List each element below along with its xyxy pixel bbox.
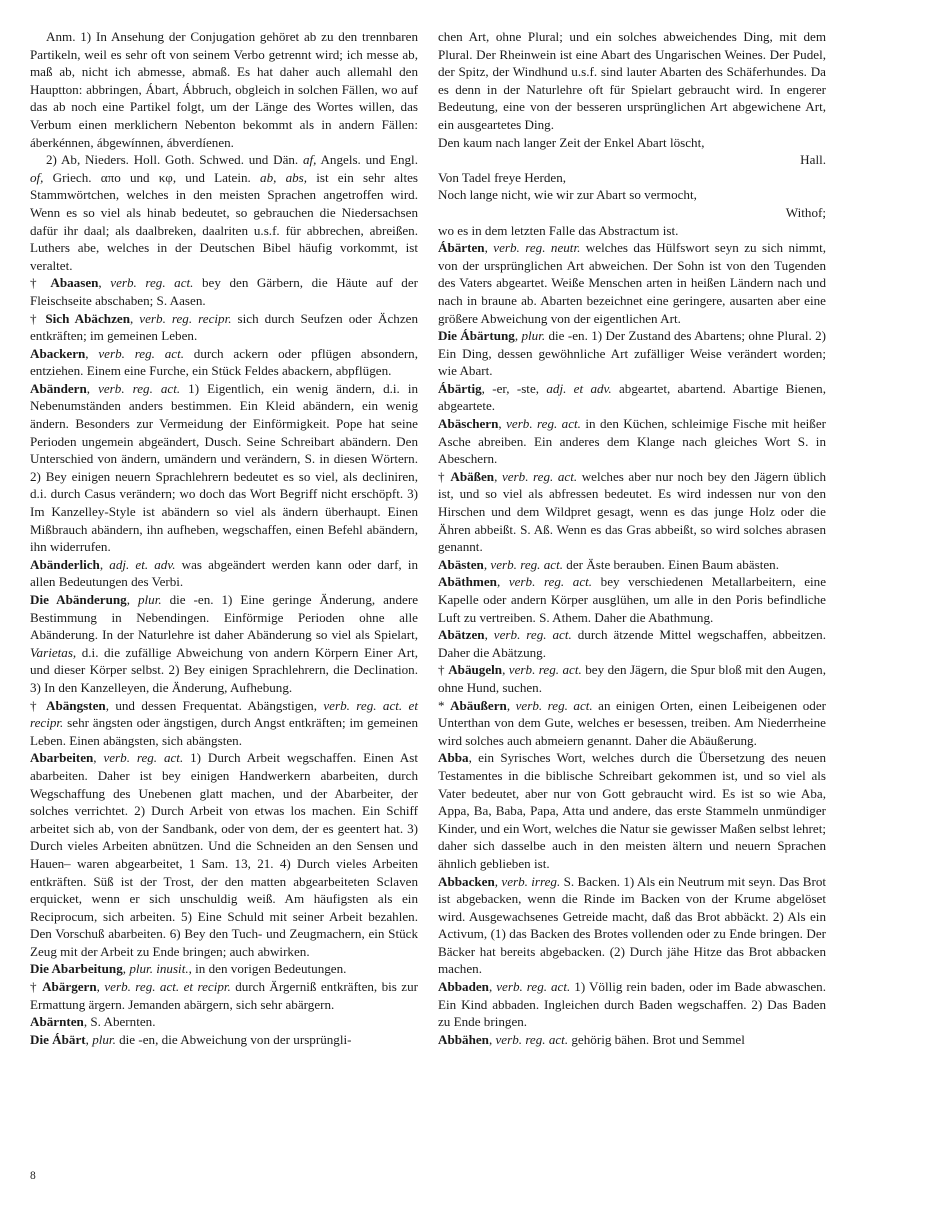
entry-abaeugeln: † Abäugeln, verb. reg. act. bey den Jägern, die Spur bloß mit den Augen, ohne Hund, suchen. <box>438 662 826 695</box>
entry-abaendern: Abändern, verb. reg. act. 1) Eigentlich, ein wenig ändern, d.i. in Nebenumständen anders bestimmen. Ein Kleid abändern, ein wenig ändern. Besonders zur Vermeidung der Einförmigkeit. Pope hat seine Perioden ungemein abgeändert, Dusch. Seine Schreibart abändern. Den Unterschied von ändern, umändern und verändern, S. in diesen Wörtern. 2) Bey einigen neuern Sprachlehrern bedeutet es so viel, als decliniren, d.i. durch Casus verändern; wo doch das Wort Begriff nicht erschöpft. 3) Im Kanzelley-Style ist abändern so viel als ändern überhaupt. Einen Mißbrauch abändern, ihn aufheben, wegschaffen, einen Befehl abändern, ihn widerrufen. <box>30 380 419 555</box>
entry-abaessen: † Abäßen, verb. reg. act. welches aber nur noch bey den Jägern üblich ist, und so viel als abfressen bedeutet. Es wird indessen nur von den Hirschen und dem Wildpret gesagt, wenn es das junge Holz oder die Ähren abbeißt. S. Aß. Wenn es das Gras abbeißt, so wird solches abrasen genannt. <box>438 468 826 555</box>
headword: Die Ábärt <box>30 1031 86 1047</box>
headword: Abäßen <box>450 468 495 484</box>
headword: Abäschern <box>438 416 499 432</box>
entry-abarten: Ábärten, verb. reg. neutr. welches das Hülfswort seyn zu sich nimmt, von der ursprünglichen Art abweichen. Der Sohn ist von den Tugenden des Vaters abgeartet. Weiße Menschen arten in heißen Ländern nach und nach in braune ab. Abarten bezeichnet eine geringere, ausarten aber eine größere Abweichung von der eigentlichen Art. <box>438 240 827 326</box>
verse-line: Den kaum nach langer Zeit der Enkel Abart löscht, <box>438 134 705 150</box>
entry-abbaehen: Abbähen, verb. reg. act. gehörig bähen. Brot und Semmel <box>438 1031 745 1047</box>
headword: Abäußern <box>450 697 507 713</box>
left-column <box>30 28 418 1048</box>
entry-abbaden: Abbaden, verb. reg. act. 1) Völlig rein baden, oder im Bade abwaschen. Ein Kind abbaden. Ingleichen durch Baden wegschaffen. 2) Das Baden zu Ende bringen. <box>438 979 826 1030</box>
headword: Ábärten <box>438 240 485 256</box>
entry-abaergern: † Abärgern, verb. reg. act. et recipr. durch Ärgerniß entkräften, bis zur Ermattung ärgern. Jemanden abärgern, sich sehr abärgern. <box>30 979 419 1012</box>
headword: Abändern <box>30 380 87 396</box>
headword: Abäugeln <box>448 662 503 678</box>
headword: Ábärtig <box>438 380 482 396</box>
page-number: 8 <box>30 1170 36 1182</box>
entry-abaengsten: † Abängsten, und dessen Frequentat. Abängstigen, verb. reg. act. et recipr. sehr ängsten oder ängstigen, durch Angst entkräften; im gemeinen Leben. Einen abängsten, sich abängsten. <box>30 697 418 748</box>
entry-abaernten: Abärnten, S. Abernten. <box>30 1014 156 1030</box>
headword: Abängsten <box>46 697 106 713</box>
entry-abaenderlich: Abänderlich, adj. et. adv. was abgeändert werden kann oder darf, in allen Bedeutungen des Verbi. <box>30 556 419 590</box>
quote-source: Withof; <box>785 204 826 220</box>
entry-abaethmen: Abäthmen, verb. reg. act. bey verschiedenen Metallarbeitern, eine Kapelle oder andern Körper ausglühen, um alle in den Poris befindliche Luft zu vertreiben. S. Athem. Daher die Abathmung. <box>438 574 827 625</box>
quote-source: Hall. <box>800 152 826 168</box>
headword: Abätzen <box>438 627 485 643</box>
headword: Abarbeiten <box>30 750 94 766</box>
headword: Abänderlich <box>30 556 100 572</box>
entry-abaechzen: † Sich Abächzen, verb. reg. recipr. sich durch Seufzen oder Ächzen entkräften; im gemeinen Leben. <box>30 310 418 344</box>
entry-abarbeitung: Die Abarbeitung, plur. inusit., in den vorigen Bedeutungen. <box>30 961 347 977</box>
headword: Abärgern <box>42 979 97 995</box>
headword: Abäthmen <box>438 574 497 590</box>
entry-abba: Abba, ein Syrisches Wort, welches durch die Übersetzung des neuen Testamentes in die biblische Schreibart gekommen ist, und so viel als Vater bedeutet, aber nur von Gott gebraucht wird. Es ist so wie Aba, Appa, Ba, Baba, Papa, Atta und andere, das erste Stammeln unmündiger Kinder, und ein Wort, welches die Natur sie gewisser Maßen selbst lehret; daher sich dasselbe auch in den meisten ältern und neuern Sprachen ähnlich geblieben ist. <box>438 750 826 871</box>
entry-ab-note-2: 2) Ab, Nieders. Holl. Goth. Schwed. und Dän. af, Angels. und Engl. of, Griech. απο und κφ, und Latein. ab, abs, ist ein sehr altes Stammwörtchen, welches in den meisten Sprachen angetroffen wird. Wenn es so viel als hinab bedeutet, so gebrauchen die Niedersachsen dafür ihr daal; als daalbreken, daalriten u.s.f. für abbrechen, abreißen. Luthers abe, welches in der Deutschen Bibel häufig vorkommt, ist veraltet. <box>30 152 418 273</box>
entry-abaesten: Abästen, verb. reg. act. der Äste berauben. Einen Baum abästen. <box>438 556 779 572</box>
entry-abarbeiten: Abarbeiten, verb. reg. act. 1) Durch Arbeit wegschaffen. Einen Ast abarbeiten. Daher ist bey einigen Handwerkern abarbeiten, durch Wegschaffung des Unebenen glatt machen, und der Abarbeiter, der solches verrichtet. 2) Durch Arbeit von etwas los machen. Ein Schiff arbeitet sich ab, von der Sandbank, oder von dem, der es geentert hat. 3) Durch vieles Arbeiten abnützen. Und die Schneiden an den Sensen und Hauen– waren abgearbeitet, 1 Sam. 13, 21. 4) Durch vieles Arbeiten entkräften. Süß ist der Trost, der den matten abgearbeiteten Sclaven erquicket, wenn er sich unschuldig weiß. Am häufigsten als ein Reciprocum, sich arbeiten. 5) Eine Schuld mit seiner Arbeit bezahlen. Den Vorschuß abarbeiten. 6) Bey den Tuch- und Zeugmachern, ein Stück Zeug mit der Arbeit zu Ende bringen; auch abwirken. <box>30 750 418 959</box>
entry-abaenderung: Die Abänderung, plur. die -en. 1) Eine geringe Änderung, andere Bestimmung in Nebendingen. Einförmige Perioden ohne alle Abänderung. In der Naturlehre ist daher Abänderung so viel als Spielart, Varietas, d.i. die zufällige Abweichung von andern Körpern Einer Art, und dieser Körper selbst. 2) Bey einigen Sprachlehrern, die Declination. 3) In den Kanzelleyen, die Änderung, Aufhebung. <box>30 592 419 695</box>
entry-ab-note-1: Anm. 1) In Ansehung der Conjugation gehöret ab zu den trennbaren Partikeln, weil es sehr oft von seinem Verbo getrennt wird; ich messe ab, maß ab, nicht ich abmesse, abmaß. Es hat daher auch allemahl den Hauptton: abbringen, Ábart, Ábbruch, obgleich in solchen Fällen, wo auf das ab noch eine Partikel folgt, um der Länge des Wortes willen, das Verbum einen merklichern Nebenton bekommt als in andern Fällen: áberkénnen, ábgewínnen, ábverdíenen. <box>30 29 418 150</box>
entry-abartig: Ábärtig, -er, -ste, adj. et adv. abgeartet, abartend. Abartige Bienen, abgeartete. <box>438 380 826 414</box>
headword: Abbacken <box>438 873 495 889</box>
verse-line: Von Tadel freye Herden, <box>438 169 567 185</box>
entry-abart-end: wo es in dem letzten Falle das Abstractum ist. <box>438 222 679 238</box>
right-column <box>438 28 826 1048</box>
headword: Abästen <box>438 556 484 572</box>
headword: Abbähen <box>438 1031 489 1047</box>
headword: Abba <box>438 750 469 766</box>
entry-abart: Die Ábärt, plur. die -en, die Abweichung von der ursprüngli- <box>30 1031 352 1047</box>
headword: Abärnten <box>30 1014 84 1030</box>
headword: Abaasen <box>50 275 99 291</box>
entry-abbacken: Abbacken, verb. irreg. S. Backen. 1) Als ein Neutrum mit seyn. Das Brot ist abgebacken, wenn die Rinde im Backen von der Krume abgelöset wird. Ausgewachsenes Getreide macht, daß das Brot abbäckt. 2) Als ein Activum, (1) das Backen des Brotes vollenden oder zu Ende bringen. Der Bäcker hat bereits abgebacken. (2) Durch jähe Hitze das Brot abbacken machen. <box>438 873 827 977</box>
entry-abackern: Abackern, verb. reg. act. durch ackern oder pflügen absondern, entziehen. Einem eine Furche, ein Stück Feldes abackern, abpflügen. <box>30 345 418 379</box>
headword: Die Ábärtung <box>438 328 515 344</box>
entry-abaeussern: * Abäußern, verb. reg. act. an einigen Orten, einen Leibeigenen oder Unterthan von dem Gute, welches er besessen, treiben. Am Niederrheine wird solches auch abmeiern genannt. Daher die Abäußerung. <box>438 697 826 748</box>
entry-abaeschern: Abäschern, verb. reg. act. in den Küchen, schleimige Fische mit heißer Asche abreiben. Ein anderes dem Klange nach gleiches Wort S. in Abeschern. <box>438 416 826 467</box>
headword: Die Abänderung <box>30 592 127 607</box>
entry-abaetzen: Abätzen, verb. reg. act. durch ätzende Mittel wegschaffen, abbeitzen. Daher die Abätzung. <box>438 627 826 660</box>
headword: Die Abarbeitung <box>30 961 123 977</box>
entry-abaasen: † Abaasen, verb. reg. act. bey den Gärbern, die Häute auf der Fleischseite abschaben; S. Aasen. <box>30 275 419 308</box>
dictionary-page <box>30 28 826 1178</box>
headword: Abackern <box>30 345 86 361</box>
verse-line: Noch lange nicht, wie wir zur Abart so vermocht, <box>438 187 697 203</box>
entry-abart-continued: chen Art, ohne Plural; und ein solches abweichendes Ding, mit dem Plural. Der Rheinwein ist eine Abart des Ungarischen Weines. Der Pudel, der Spitz, der Windhund u.s.f. sind lauter Abarten des Schäferhundes. Da es denn in der Naturlehre oft für Spielart gebraucht wird. In engerer Bedeutung, eine von der besseren ursprünglichen Art abgewichene Art, ein ausgeartetes Ding. <box>438 29 826 132</box>
headword: Sich Abächzen <box>45 310 130 326</box>
headword: Abbaden <box>438 979 489 995</box>
verse-quotation <box>438 134 826 222</box>
entry-abartung: Die Ábärtung, plur. die -en. 1) Der Zustand des Abartens; ohne Plural. 2) Ein Ding, dessen gewöhnliche Art zufälliger Weise verändert worden; wie Abart. <box>438 328 827 379</box>
